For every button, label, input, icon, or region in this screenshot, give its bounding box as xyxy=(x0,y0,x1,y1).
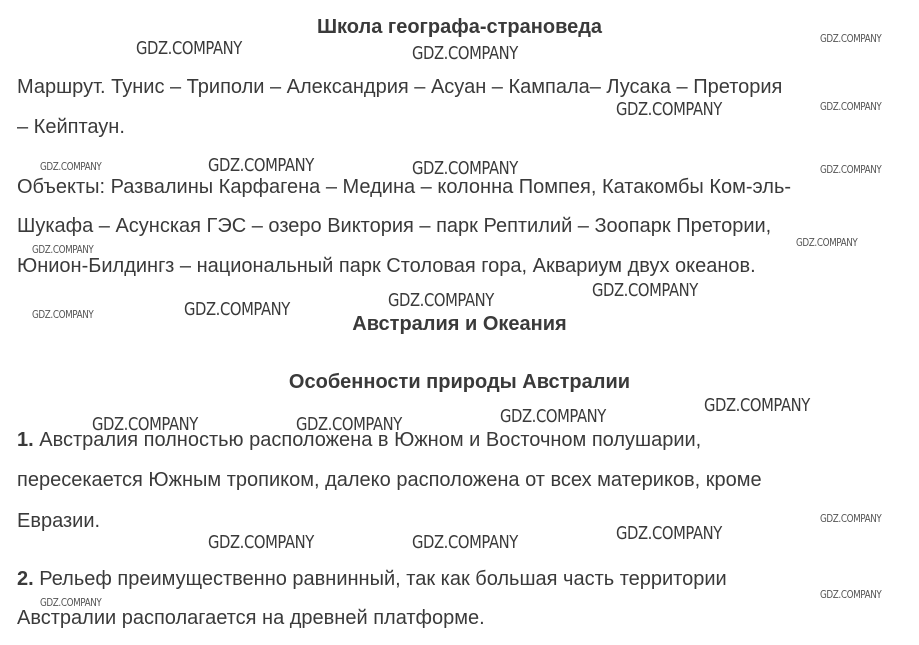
watermark: GDZ.COMPANY xyxy=(136,38,242,59)
watermark: GDZ.COMPANY xyxy=(412,532,518,553)
watermark: GDZ.COMPANY xyxy=(820,32,882,45)
watermark: GDZ.COMPANY xyxy=(796,236,858,249)
watermark: GDZ.COMPANY xyxy=(40,160,102,173)
watermark: GDZ.COMPANY xyxy=(32,308,94,321)
watermark: GDZ.COMPANY xyxy=(40,596,102,609)
watermark: GDZ.COMPANY xyxy=(184,299,290,320)
watermark: GDZ.COMPANY xyxy=(616,523,722,544)
route-line-2: – Кейптаун. xyxy=(17,116,125,138)
watermark: GDZ.COMPANY xyxy=(32,243,94,256)
watermark: GDZ.COMPANY xyxy=(820,100,882,113)
watermark: GDZ.COMPANY xyxy=(616,99,722,120)
paragraph-2-line-1 xyxy=(17,568,727,591)
nature-title: Особенности природы Австралии xyxy=(288,371,631,393)
watermark: GDZ.COMPANY xyxy=(704,395,810,416)
watermark: GDZ.COMPANY xyxy=(296,414,402,435)
watermark: GDZ.COMPANY xyxy=(412,158,518,179)
australia-title: Австралия и Океания xyxy=(352,313,567,335)
paragraph-1-line-3: Евразии. xyxy=(17,510,101,532)
watermark: GDZ.COMPANY xyxy=(592,280,698,301)
watermark: GDZ.COMPANY xyxy=(500,406,606,427)
school-title: Школа географа-страноведа xyxy=(316,16,603,38)
watermark: GDZ.COMPANY xyxy=(820,512,882,525)
route-line-1: Маршрут. Тунис – Триполи – Александрия – Асуан – Кампала– Лусака – Претория xyxy=(17,76,783,98)
watermark: GDZ.COMPANY xyxy=(412,43,518,64)
watermark: GDZ.COMPANY xyxy=(208,532,314,553)
watermark: GDZ.COMPANY xyxy=(388,290,494,311)
watermark: GDZ.COMPANY xyxy=(820,163,882,176)
objects-line-2: Шукафа – Асунская ГЭС – озеро Виктория – парк Рептилий – Зоопарк Претории, xyxy=(17,215,772,237)
paragraph-1-text: Австралия полностью расположена в Южном и Восточном полушарии, xyxy=(39,429,702,451)
objects-line-1: Объекты: Развалины Карфагена – Медина – колонна Помпея, Катакомбы Ком-эль- xyxy=(17,176,792,198)
watermark: GDZ.COMPANY xyxy=(820,588,882,601)
paragraph-2-text: Рельеф преимущественно равнинный, так как большая часть территории xyxy=(39,568,727,590)
watermark: GDZ.COMPANY xyxy=(208,155,314,176)
paragraph-2-number: 2. xyxy=(17,568,34,590)
paragraph-1-line-2: пересекается Южным тропиком, далеко расположена от всех материков, кроме xyxy=(17,469,762,491)
watermark: GDZ.COMPANY xyxy=(92,414,198,435)
objects-line-3: Юнион-Билдингз – национальный парк Столовая гора, Аквариум двух океанов. xyxy=(17,255,756,277)
paragraph-1-number: 1. xyxy=(17,429,34,451)
paragraph-2-line-2: Австралии располагается на древней платформе. xyxy=(17,607,485,629)
